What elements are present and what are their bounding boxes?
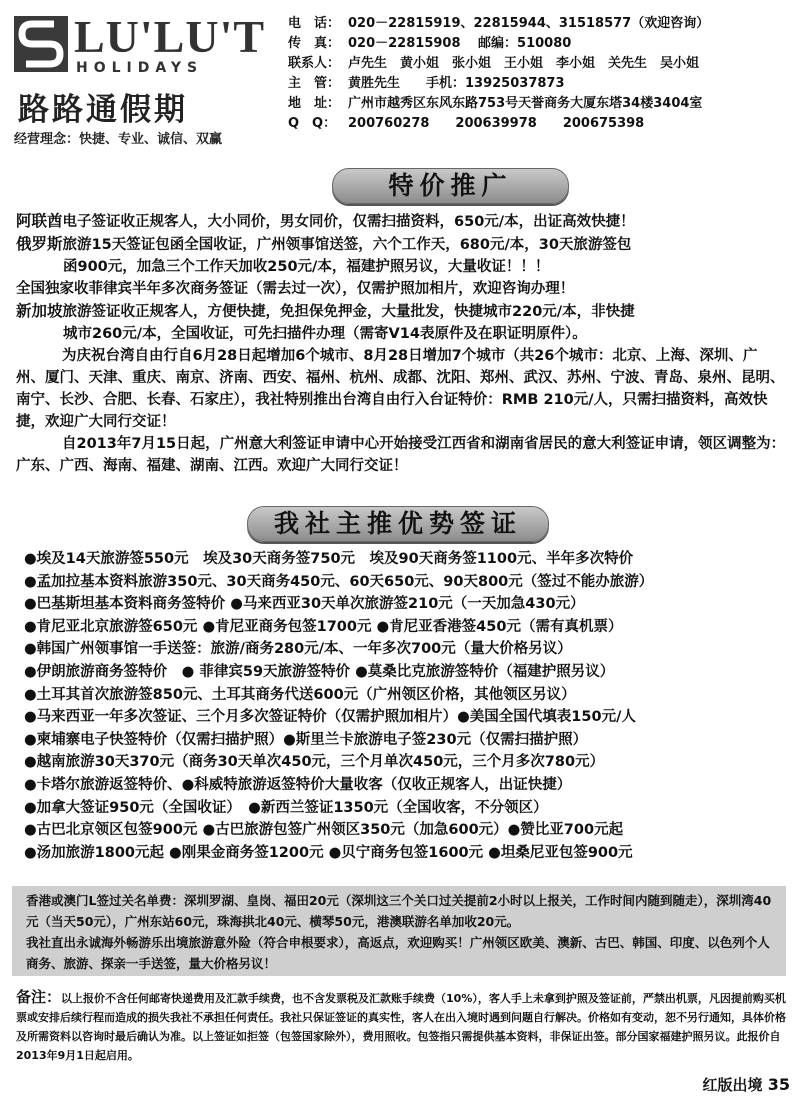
visa-line: ●越南旅游30天370元（商务30天单次450元，三个月单次450元，三个月多次780元）	[24, 754, 605, 771]
contact-row-qq: Q Q： 200760278 200639978 200675398	[288, 116, 645, 131]
transit-paragraph: 我社直出永诚海外畅游乐出境旅游意外险（符合申根要求），高返点，欢迎购买！广州领区欧美、澳新、古巴、韩国、印度、以色列个人商务、旅游、探亲一手送签，量大价格另议！	[26, 935, 770, 971]
promo-item: 自2013年7月15日起，广州意大利签证申请中心开始接受江西省和湖南省居民的意大利签证申请，领区调整为：广东、广西、海南、福建、湖南、江西。欢迎广大同行交证！	[16, 436, 786, 474]
footer-brand: 红版出境	[702, 1076, 763, 1094]
visa-line: ●加拿大签证950元（全国收证） ●新西兰签证1350元（全国收客，不分领区）	[24, 799, 548, 816]
visa-line: ●马来西亚一年多次签证、三个月多次签证特价（仅需护照加相片）●美国全国代填表150元/人	[24, 709, 636, 726]
visa-line: ●土耳其首次旅游签850元、土耳其商务代送600元（广州领区价格，其他领区另议）	[24, 686, 576, 703]
promo-item: 为庆祝台湾自由行自6月28日起增加6个城市、8月28日增加7个城市（共26个城市：北京、上海、深圳、广州、厦门、天津、重庆、南京、济南、西安、福州、杭州、成都、沈阳、郑州、武汉、苏州、宁波、青岛、泉州、昆明、南宁、长沙、合肥、长春、石家庄），我社特别推出台湾自由行入台证特价：RMB 210元/人，只需扫描资料，高效快捷，欢迎广大同行交证！	[16, 348, 785, 430]
promo-item: 函900元，加急三个工作天加收250元/本，福建护照另议，大量收证！！！	[63, 259, 550, 275]
notes-title: 备注：	[16, 988, 62, 1006]
visa-line: ●伊朗旅游商务签特价 ● 菲律宾59天旅游签特价 ●莫桑比克旅游签特价（福建护照另议）	[24, 663, 615, 680]
contact-row-phone: 电 话： 020－22815919、22815944、31518577（欢迎咨询）	[288, 16, 710, 31]
contact-info	[288, 14, 788, 134]
visa-line: ●柬埔寨电子快签特价（仅需扫描护照）●斯里兰卡旅游电子签230元（仅需扫描护照）	[24, 731, 588, 748]
promo-item: 全国独家收菲律宾半年多次商务签证（需去过一次），仅需护照加相片，欢迎咨询办理！	[16, 281, 575, 297]
notes-text: 以上报价不含任何邮寄快递费用及汇款手续费，也不含发票税及汇款账手续费（10%），客人手上未拿到护照及签证前，严禁出机票，凡因提前购买机票或安排后续行程而造成的损失我社不承担任何责任。我社只保证签证的真实性，客人在出入境时遇到问题自行解决。价格如有变动，恕不另行通知，具体价格及所需资料以咨询时最后确认为准。以上签证如拒签（包签国家除外），费用照收。包签指只需提供基本资料，非保证出签。部分国家福建护照另议。此报价自2013年9月1日起启用。	[16, 992, 786, 1062]
page-number: 35	[767, 1075, 790, 1094]
logo-chinese-name: 路路通假期	[18, 92, 188, 128]
logo	[12, 12, 280, 150]
visa-line: ●卡塔尔旅游返签特价、●科威特旅游返签特价大量收客（仅收正规客人，出证快捷）	[24, 776, 572, 793]
promo-item: 俄罗斯旅游15天签证包函全国收证，广州领事馆送签，六个工作天，680元/本，30天旅游签包	[16, 235, 632, 253]
visa-line: ●古巴北京领区包签900元 ●古巴旅游包签广州领区350元（加急600元）●赞比亚700元起	[24, 822, 624, 839]
logo-brand: LU'LU'T	[74, 11, 266, 62]
header	[10, 10, 790, 150]
logo-subtitle: HOLIDAYS	[76, 60, 204, 76]
visa-list	[24, 548, 790, 864]
promo-item: 阿联酋电子签证收正规客人，大小同价，男女同价，仅需扫描资料，650元/本，出证高效快捷！	[16, 212, 635, 230]
promo-item: 城市260元/本，全国收证，可先扫描件办理（需寄V14表原件及在职证明原件）。	[63, 326, 587, 342]
section-banner-special: 特价推广	[332, 168, 569, 204]
contact-row-fax: 传 真： 020－22815908 邮编：510080	[288, 36, 572, 51]
promo-section	[16, 210, 786, 477]
promo-item: 新加坡旅游签证收正规客人，方便快捷，免担保免押金，大量批发，快捷城市220元/本，非快捷	[16, 302, 635, 320]
visa-line: ●韩国广州领事馆一手送签：旅游/商务280元/本、一年多次700元（量大价格另议）	[24, 641, 572, 658]
contact-row-manager: 主 管： 黄胜先生 手机：13925037873	[288, 76, 565, 91]
logo-s-icon	[14, 16, 68, 72]
visa-line: ●巴基斯坦基本资料商务签特价 ●马来西亚30天单次旅游签210元（一天加急430元）	[24, 596, 585, 613]
page-footer	[702, 1074, 790, 1095]
visa-line: ●孟加拉基本资料旅游350元、30天商务450元、60天650元、90天800元（签过不能办旅游）	[24, 573, 654, 590]
notes-section	[16, 988, 786, 1065]
logo-motto: 经营理念：快捷、专业、诚信、双赢	[14, 132, 223, 147]
contact-row-people: 联系人： 卢先生 黄小姐 张小姐 王小姐 李小姐 关先生 吴小姐	[288, 56, 700, 71]
contact-row-address: 地 址： 广州市越秀区东风东路753号天誉商务大厦东塔34楼3404室	[288, 96, 703, 111]
visa-line: ●汤加旅游1800元起 ●刚果金商务签1200元 ●贝宁商务包签1600元 ●坦桑尼亚包签900元	[24, 844, 633, 861]
transit-paragraph: 香港或澳门L签过关名单费：深圳罗湖、皇岗、福田20元（深圳这三个关口过关提前2小时以上报关，工作时间内随到随走），深圳湾40元（当天50元），广州东站60元，珠海拱北40元、横琴50元，港澳联游名单加收20元。	[26, 893, 772, 929]
visa-line: ●埃及14天旅游签550元 埃及30天商务签750元 埃及90天商务签1100元、半年多次特价	[24, 551, 634, 567]
transit-info-box	[12, 886, 786, 976]
visa-line: ●肯尼亚北京旅游签650元 ●肯尼亚商务包签1700元 ●肯尼亚香港签450元（需有真机票）	[24, 618, 623, 635]
section-banner-visas: 我社主推优势签证	[247, 506, 549, 542]
